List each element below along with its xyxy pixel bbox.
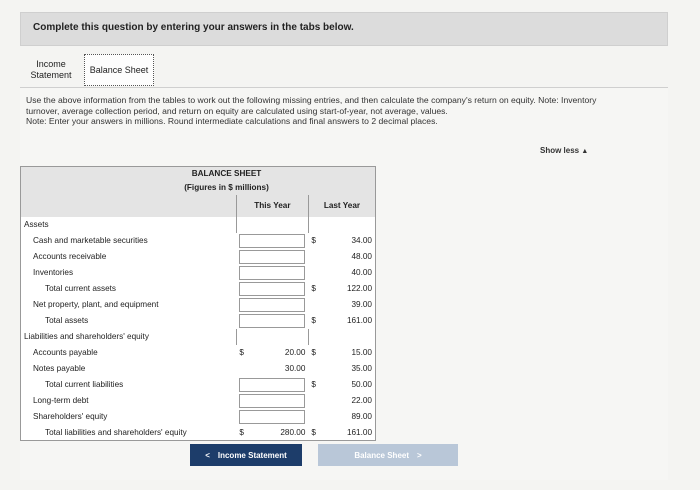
caret-up-icon: ▲: [581, 148, 589, 155]
instructions-note: Note: Enter your answers in millions. Round intermediate calculations and final answers to 2 decimal places.: [26, 116, 438, 127]
balance-sheet-panel: [20, 88, 668, 480]
inventories-this-year-input[interactable]: [239, 266, 305, 280]
table-row: [21, 217, 376, 233]
inventories-last-year-value: 40.00: [351, 268, 372, 277]
net-ppe-this-year-input[interactable]: [239, 298, 305, 312]
tabs-bar: [20, 48, 668, 88]
table-row: [21, 377, 376, 393]
total-assets-this-year-input[interactable]: [239, 314, 305, 328]
shareholders-equity-this-year-input[interactable]: [239, 410, 305, 424]
table-row: [21, 409, 376, 425]
total-current-liabilities-this-year-input[interactable]: [239, 378, 305, 392]
next-button-label: Balance Sheet: [354, 450, 410, 460]
row-label-long-term-debt: Long-term debt: [33, 396, 89, 405]
currency-sign: $: [239, 348, 244, 357]
table-row: [21, 281, 376, 297]
tab-balance-label: Balance Sheet: [89, 65, 149, 75]
total-liabilities-equity-last-year-value: 161.00: [346, 427, 372, 437]
row-label-net-ppe: Net property, plant, and equipment: [33, 300, 159, 309]
row-label-total-current-assets: Total current assets: [45, 284, 116, 293]
prev-income-statement-button[interactable]: [190, 444, 302, 466]
currency-sign: $: [311, 236, 316, 245]
table-row: [21, 313, 376, 329]
show-less-label: Show less: [540, 146, 580, 155]
question-header: [20, 12, 668, 46]
row-label-liabilities-equity: Liabilities and shareholders' equity: [24, 332, 149, 341]
notes-payable-this-year-value: 30.00: [284, 364, 306, 373]
currency-sign: $: [311, 284, 316, 293]
row-label-total-assets: Total assets: [45, 316, 89, 325]
currency-sign: $: [311, 348, 316, 357]
instructions: [26, 95, 616, 127]
total-current-assets-this-year-input[interactable]: [239, 282, 305, 296]
table-row: [21, 393, 376, 409]
show-less-link[interactable]: [540, 146, 588, 155]
long-term-debt-this-year-input[interactable]: [239, 394, 305, 408]
table-title: BALANCE SHEET: [21, 167, 376, 181]
row-label-inventories: Inventories: [33, 268, 74, 277]
table-row: [21, 329, 376, 345]
currency-sign: $: [311, 427, 316, 437]
total-current-assets-last-year-value: 122.00: [346, 284, 372, 293]
row-label-accounts-payable: Accounts payable: [33, 348, 98, 357]
total-liabilities-equity-this-year-value: 280.00: [280, 427, 306, 437]
row-label-cash: Cash and marketable securities: [33, 236, 148, 245]
shareholders-equity-last-year-value: 89.00: [351, 412, 372, 421]
col-this-year: This Year: [236, 195, 308, 217]
row-label-assets: Assets: [24, 220, 49, 229]
net-ppe-last-year-value: 39.00: [351, 300, 372, 309]
table-row: [21, 345, 376, 361]
tab-income-label-line1: Income: [36, 59, 66, 69]
row-label-total-current-liabilities: Total current liabilities: [45, 380, 124, 389]
prev-button-label: Income Statement: [217, 450, 287, 460]
cash-this-year-input[interactable]: [239, 234, 305, 248]
table-row: [21, 297, 376, 313]
table-row: [21, 361, 376, 377]
next-balance-sheet-button[interactable]: [318, 444, 458, 466]
receivables-last-year-value: 48.00: [351, 252, 372, 261]
table-row: [21, 233, 376, 249]
tab-income-label-line2: Statement: [30, 70, 72, 80]
chevron-right-icon: >: [417, 450, 422, 460]
table-row: [21, 265, 376, 281]
long-term-debt-last-year-value: 22.00: [351, 396, 372, 405]
table-subtitle: (Figures in $ millions): [21, 181, 376, 195]
cash-last-year-value: 34.00: [351, 236, 372, 245]
accounts-payable-last-year-value: 15.00: [351, 348, 372, 357]
currency-sign: $: [311, 316, 316, 325]
total-current-liabilities-last-year-value: 50.00: [351, 380, 372, 389]
row-label-shareholders-equity: Shareholders' equity: [33, 412, 108, 421]
chevron-left-icon: <: [205, 450, 210, 460]
balance-sheet-table: [20, 166, 376, 441]
table-row: [21, 425, 376, 441]
question-header-text: Complete this question by entering your answers in the tabs below.: [33, 22, 354, 33]
tab-income-statement[interactable]: [24, 54, 78, 86]
currency-sign: $: [311, 380, 316, 389]
notes-payable-last-year-value: 35.00: [351, 364, 372, 373]
table-header-blank: [21, 195, 237, 217]
row-label-notes-payable: Notes payable: [33, 364, 86, 373]
total-assets-last-year-value: 161.00: [346, 316, 372, 325]
tab-balance-sheet[interactable]: [84, 54, 154, 86]
col-last-year: Last Year: [308, 195, 375, 217]
receivables-this-year-input[interactable]: [239, 250, 305, 264]
instructions-text: Use the above information from the tables to work out the following missing entries, and then calculate the company's return on equity. Note: Inventory turnover, average collection period, and return on equity are calculated using start-of-year, not average, values.: [26, 95, 597, 116]
currency-sign: $: [239, 427, 244, 437]
row-label-receivables: Accounts receivable: [33, 252, 107, 261]
row-label-total-liabilities-equity: Total liabilities and shareholders' equity: [45, 427, 187, 437]
table-row: [21, 249, 376, 265]
accounts-payable-this-year-value: 20.00: [284, 348, 306, 357]
